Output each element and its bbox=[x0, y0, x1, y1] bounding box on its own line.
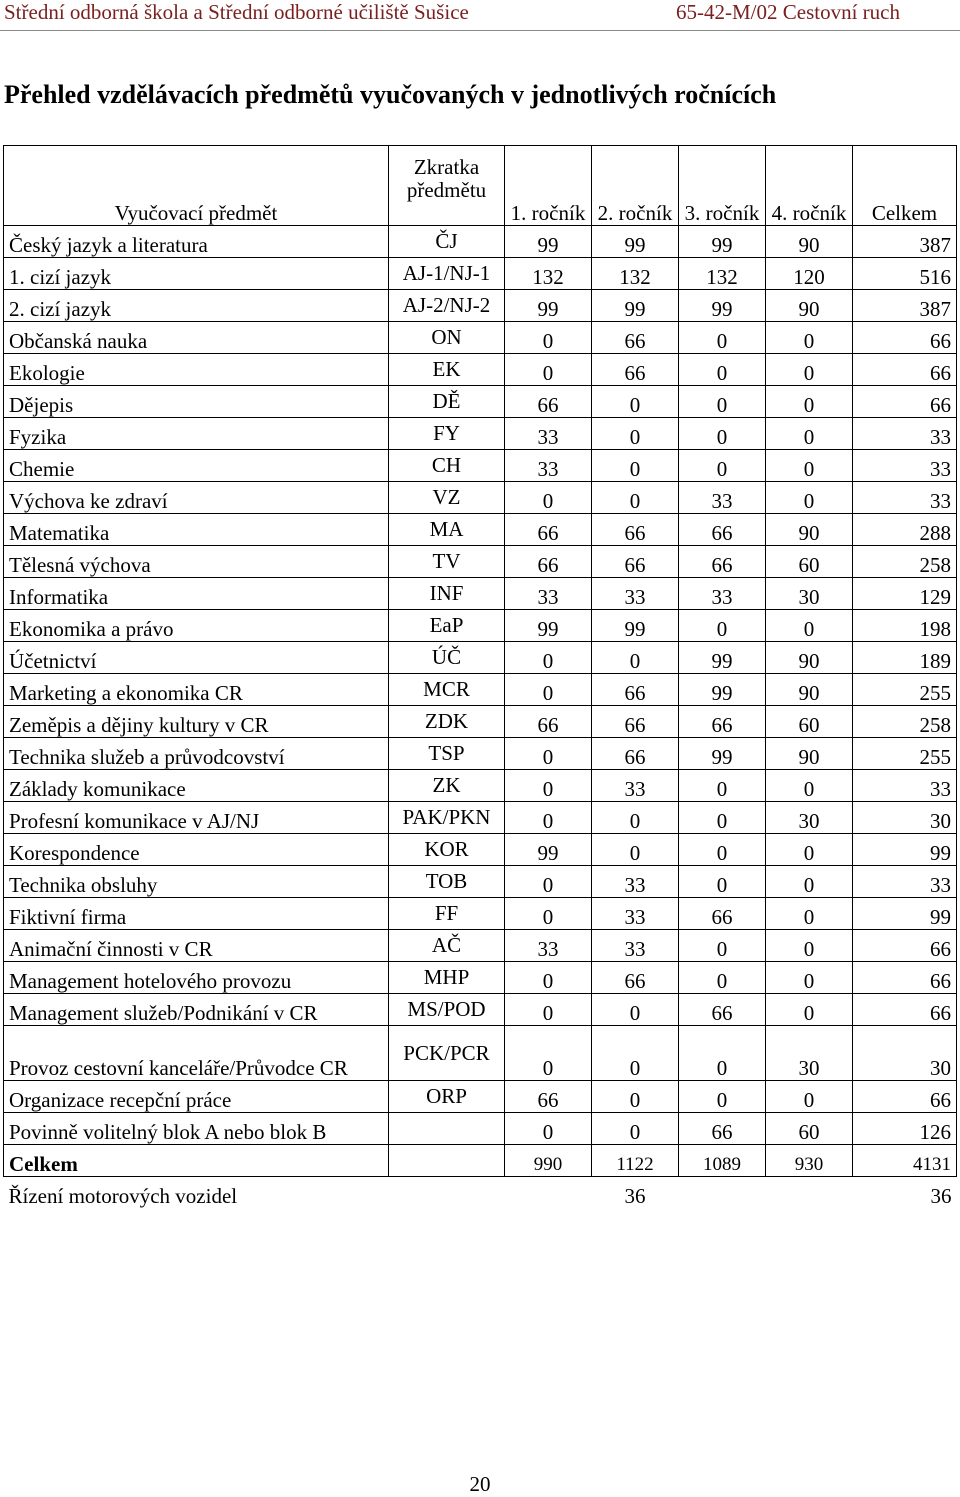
cell-subject: Technika služeb a průvodcovství bbox=[4, 738, 389, 770]
cell-year-1: 0 bbox=[505, 642, 592, 674]
cell-abbr: ZK bbox=[389, 770, 505, 802]
cell-year-1: 33 bbox=[505, 930, 592, 962]
cell-year-1: 0 bbox=[505, 482, 592, 514]
cell-year-2: 66 bbox=[592, 514, 679, 546]
cell-subject: Profesní komunikace v AJ/NJ bbox=[4, 802, 389, 834]
cell-year-1: 66 bbox=[505, 514, 592, 546]
cell-year-4: 90 bbox=[766, 290, 853, 322]
cell-year-2: 132 bbox=[592, 258, 679, 290]
cell-year-2: 66 bbox=[592, 706, 679, 738]
cell-total: 33 bbox=[853, 482, 957, 514]
cell-year-1: 99 bbox=[505, 226, 592, 258]
cell-year-1: 0 bbox=[505, 354, 592, 386]
cell-year-2: 0 bbox=[592, 386, 679, 418]
cell-year-3: 0 bbox=[679, 834, 766, 866]
cell-abbr: DĚ bbox=[389, 386, 505, 418]
cell-total: 126 bbox=[853, 1113, 957, 1145]
cell-abbr: TOB bbox=[389, 866, 505, 898]
cell-subject: Korespondence bbox=[4, 834, 389, 866]
header-year-4: 4. ročník bbox=[766, 146, 853, 226]
cell-year-3: 66 bbox=[679, 546, 766, 578]
cell-year-3: 132 bbox=[679, 258, 766, 290]
cell-year-3: 99 bbox=[679, 674, 766, 706]
cell-abbr: ORP bbox=[389, 1081, 505, 1113]
cell-year-1: 0 bbox=[505, 962, 592, 994]
cell-year-4: 120 bbox=[766, 258, 853, 290]
cell-year-3: 0 bbox=[679, 354, 766, 386]
cell-subject: Český jazyk a literatura bbox=[4, 226, 389, 258]
table-row bbox=[4, 802, 957, 834]
header-year-2: 2. ročník bbox=[592, 146, 679, 226]
cell-year-2: 33 bbox=[592, 770, 679, 802]
cell-year-3: 99 bbox=[679, 226, 766, 258]
total-label: Celkem bbox=[4, 1145, 389, 1177]
cell-year-4: 0 bbox=[766, 322, 853, 354]
cell-total: 198 bbox=[853, 610, 957, 642]
cell-year-4: 0 bbox=[766, 866, 853, 898]
header-program: 65-42-M/02 Cestovní ruch bbox=[676, 0, 900, 24]
cell-year-3: 0 bbox=[679, 770, 766, 802]
cell-abbr-empty bbox=[389, 1145, 505, 1177]
cell-year-3: 66 bbox=[679, 898, 766, 930]
table-row bbox=[4, 642, 957, 674]
table-row bbox=[4, 226, 957, 258]
cell-subject: Informatika bbox=[4, 578, 389, 610]
cell-year-3: 0 bbox=[679, 1081, 766, 1113]
cell-year-1: 66 bbox=[505, 706, 592, 738]
cell-year-3: 0 bbox=[679, 322, 766, 354]
cell-year-1: 33 bbox=[505, 578, 592, 610]
cell-year-2: 0 bbox=[592, 994, 679, 1026]
cell-year-1: 0 bbox=[505, 674, 592, 706]
cell-year-2: 0 bbox=[592, 1026, 679, 1081]
cell-abbr: ON bbox=[389, 322, 505, 354]
cell-abbr: ČJ bbox=[389, 226, 505, 258]
cell-total: 66 bbox=[853, 994, 957, 1026]
table-row bbox=[4, 386, 957, 418]
cell-subject: Organizace recepční práce bbox=[4, 1081, 389, 1113]
cell-total: 99 bbox=[853, 898, 957, 930]
cell-total: 189 bbox=[853, 642, 957, 674]
cell-year-1: 132 bbox=[505, 258, 592, 290]
cell-year-2: 0 bbox=[592, 418, 679, 450]
cell-year-1: 99 bbox=[505, 610, 592, 642]
cell-year-3: 0 bbox=[679, 1026, 766, 1081]
cell-year-3: 0 bbox=[679, 610, 766, 642]
cell-year-4: 0 bbox=[766, 482, 853, 514]
cell-total: 387 bbox=[853, 290, 957, 322]
cell-abbr: MA bbox=[389, 514, 505, 546]
extra-row bbox=[4, 1177, 957, 1209]
cell-year-4: 0 bbox=[766, 962, 853, 994]
cell-total: 258 bbox=[853, 546, 957, 578]
cell-year-1: 0 bbox=[505, 802, 592, 834]
header-year-1: 1. ročník bbox=[505, 146, 592, 226]
cell-year-4: 0 bbox=[766, 994, 853, 1026]
cell-total: 255 bbox=[853, 738, 957, 770]
cell-total: 30 bbox=[853, 1026, 957, 1081]
table-header-row bbox=[4, 146, 957, 226]
cell-year-4: 30 bbox=[766, 578, 853, 610]
total-sum: 4131 bbox=[853, 1145, 957, 1177]
table-row bbox=[4, 930, 957, 962]
cell-total: 33 bbox=[853, 418, 957, 450]
cell-year-4: 0 bbox=[766, 834, 853, 866]
total-year-2: 1122 bbox=[592, 1145, 679, 1177]
cell-year-4: 0 bbox=[766, 1081, 853, 1113]
cell-subject: Výchova ke zdraví bbox=[4, 482, 389, 514]
cell-year-1: 66 bbox=[505, 1081, 592, 1113]
cell-year-4: 90 bbox=[766, 642, 853, 674]
cell-subject: Matematika bbox=[4, 514, 389, 546]
cell-total: 30 bbox=[853, 802, 957, 834]
cell-year-2: 66 bbox=[592, 354, 679, 386]
cell-abbr bbox=[389, 1113, 505, 1145]
cell-year-4: 90 bbox=[766, 674, 853, 706]
cell-total: 66 bbox=[853, 930, 957, 962]
cell-subject: Ekologie bbox=[4, 354, 389, 386]
cell-year-1: 33 bbox=[505, 450, 592, 482]
cell-subject: Management hotelového provozu bbox=[4, 962, 389, 994]
cell-total: 99 bbox=[853, 834, 957, 866]
cell-year-2: 66 bbox=[592, 322, 679, 354]
table-row bbox=[4, 1113, 957, 1145]
cell-year-4: 0 bbox=[766, 418, 853, 450]
cell-year-4: 90 bbox=[766, 514, 853, 546]
table-row bbox=[4, 290, 957, 322]
cell-year-3: 99 bbox=[679, 642, 766, 674]
cell-year-3: 66 bbox=[679, 1113, 766, 1145]
table-row bbox=[4, 578, 957, 610]
table-row bbox=[4, 770, 957, 802]
cell-subject: Základy komunikace bbox=[4, 770, 389, 802]
cell-abbr: FY bbox=[389, 418, 505, 450]
table-row bbox=[4, 514, 957, 546]
table-row bbox=[4, 610, 957, 642]
cell-year-4: 0 bbox=[766, 354, 853, 386]
cell-year-1: 0 bbox=[505, 866, 592, 898]
cell-year-3: 0 bbox=[679, 418, 766, 450]
header-year-3: 3. ročník bbox=[679, 146, 766, 226]
cell-year-4: 0 bbox=[766, 930, 853, 962]
cell-subject: 1. cizí jazyk bbox=[4, 258, 389, 290]
cell-year-2: 99 bbox=[592, 226, 679, 258]
cell-year-4: 0 bbox=[766, 770, 853, 802]
cell-year-4: 0 bbox=[766, 450, 853, 482]
table-row bbox=[4, 962, 957, 994]
cell-year-2: 66 bbox=[592, 546, 679, 578]
cell-year-3: 33 bbox=[679, 482, 766, 514]
cell-abbr: ZDK bbox=[389, 706, 505, 738]
cell-year-3: 0 bbox=[679, 450, 766, 482]
cell-year-3: 66 bbox=[679, 994, 766, 1026]
cell-abbr: TV bbox=[389, 546, 505, 578]
cell-year-3: 99 bbox=[679, 738, 766, 770]
cell-total: 33 bbox=[853, 866, 957, 898]
cell-total: 129 bbox=[853, 578, 957, 610]
cell-subject: Fyzika bbox=[4, 418, 389, 450]
cell-total: 66 bbox=[853, 962, 957, 994]
cell-year-2: 66 bbox=[592, 962, 679, 994]
cell-year-2: 0 bbox=[592, 1081, 679, 1113]
cell-year-2: 33 bbox=[592, 866, 679, 898]
cell-abbr: MHP bbox=[389, 962, 505, 994]
extra-blank bbox=[766, 1177, 853, 1209]
cell-year-1: 0 bbox=[505, 770, 592, 802]
cell-year-4: 30 bbox=[766, 1026, 853, 1081]
cell-abbr: PCK/PCR bbox=[389, 1026, 505, 1081]
table-row bbox=[4, 1026, 957, 1081]
cell-abbr: MS/POD bbox=[389, 994, 505, 1026]
cell-year-2: 0 bbox=[592, 450, 679, 482]
cell-year-3: 0 bbox=[679, 930, 766, 962]
cell-abbr: PAK/PKN bbox=[389, 802, 505, 834]
cell-abbr: INF bbox=[389, 578, 505, 610]
total-row bbox=[4, 1145, 957, 1177]
extra-total: 36 bbox=[930, 1184, 952, 1208]
cell-total: 387 bbox=[853, 226, 957, 258]
cell-year-3: 0 bbox=[679, 386, 766, 418]
total-year-3: 1089 bbox=[679, 1145, 766, 1177]
table-row bbox=[4, 674, 957, 706]
cell-year-4: 60 bbox=[766, 1113, 853, 1145]
table-row bbox=[4, 738, 957, 770]
table-row bbox=[4, 898, 957, 930]
table-row bbox=[4, 834, 957, 866]
cell-subject: Ekonomika a právo bbox=[4, 610, 389, 642]
cell-year-1: 0 bbox=[505, 1026, 592, 1081]
cell-year-1: 0 bbox=[505, 1113, 592, 1145]
cell-abbr: KOR bbox=[389, 834, 505, 866]
cell-year-2: 99 bbox=[592, 290, 679, 322]
cell-year-2: 66 bbox=[592, 738, 679, 770]
cell-total: 33 bbox=[853, 450, 957, 482]
cell-abbr: CH bbox=[389, 450, 505, 482]
cell-year-3: 99 bbox=[679, 290, 766, 322]
table-row bbox=[4, 546, 957, 578]
cell-abbr: AČ bbox=[389, 930, 505, 962]
cell-year-2: 33 bbox=[592, 898, 679, 930]
cell-year-1: 0 bbox=[505, 994, 592, 1026]
cell-year-4: 0 bbox=[766, 386, 853, 418]
cell-year-1: 99 bbox=[505, 290, 592, 322]
cell-year-1: 0 bbox=[505, 738, 592, 770]
total-year-1: 990 bbox=[505, 1145, 592, 1177]
cell-abbr: AJ-2/NJ-2 bbox=[389, 290, 505, 322]
extra-blank bbox=[389, 1177, 505, 1209]
cell-year-4: 30 bbox=[766, 802, 853, 834]
cell-abbr: ÚČ bbox=[389, 642, 505, 674]
cell-abbr: EK bbox=[389, 354, 505, 386]
cell-year-2: 0 bbox=[592, 482, 679, 514]
cell-year-3: 33 bbox=[679, 578, 766, 610]
header-total: Celkem bbox=[853, 146, 957, 226]
cell-year-3: 66 bbox=[679, 706, 766, 738]
cell-year-4: 90 bbox=[766, 226, 853, 258]
cell-abbr: VZ bbox=[389, 482, 505, 514]
cell-year-4: 60 bbox=[766, 546, 853, 578]
cell-year-4: 0 bbox=[766, 898, 853, 930]
cell-year-3: 0 bbox=[679, 962, 766, 994]
cell-subject: Dějepis bbox=[4, 386, 389, 418]
table-row bbox=[4, 1081, 957, 1113]
cell-year-4: 60 bbox=[766, 706, 853, 738]
table-row bbox=[4, 482, 957, 514]
cell-total: 66 bbox=[853, 322, 957, 354]
extra-value: 36 bbox=[624, 1184, 646, 1208]
cell-total: 66 bbox=[853, 386, 957, 418]
cell-year-2: 33 bbox=[592, 578, 679, 610]
cell-abbr: MCR bbox=[389, 674, 505, 706]
cell-total: 66 bbox=[853, 354, 957, 386]
cell-total: 33 bbox=[853, 770, 957, 802]
extra-blank bbox=[505, 1177, 592, 1209]
cell-subject: Občanská nauka bbox=[4, 322, 389, 354]
cell-total: 288 bbox=[853, 514, 957, 546]
cell-subject: Chemie bbox=[4, 450, 389, 482]
table-row bbox=[4, 706, 957, 738]
cell-abbr: EaP bbox=[389, 610, 505, 642]
cell-subject: Zeměpis a dějiny kultury v CR bbox=[4, 706, 389, 738]
cell-year-4: 90 bbox=[766, 738, 853, 770]
cell-subject: Tělesná výchova bbox=[4, 546, 389, 578]
header-divider bbox=[0, 30, 960, 31]
cell-abbr: AJ-1/NJ-1 bbox=[389, 258, 505, 290]
table-row bbox=[4, 450, 957, 482]
table-row bbox=[4, 866, 957, 898]
table-row bbox=[4, 994, 957, 1026]
cell-year-1: 66 bbox=[505, 546, 592, 578]
table-row bbox=[4, 258, 957, 290]
cell-year-1: 99 bbox=[505, 834, 592, 866]
cell-subject: Provoz cestovní kanceláře/Průvodce CR bbox=[4, 1026, 389, 1081]
cell-subject: Technika obsluhy bbox=[4, 866, 389, 898]
cell-year-3: 0 bbox=[679, 866, 766, 898]
table-row bbox=[4, 354, 957, 386]
cell-year-2: 66 bbox=[592, 674, 679, 706]
cell-year-1: 0 bbox=[505, 898, 592, 930]
cell-total: 66 bbox=[853, 1081, 957, 1113]
cell-total: 255 bbox=[853, 674, 957, 706]
page-title: Přehled vzdělávacích předmětů vyučovaných v jednotlivých ročnících bbox=[4, 80, 777, 109]
extra-subject: Řízení motorových vozidel bbox=[8, 1184, 238, 1208]
page-number: 20 bbox=[469, 1472, 491, 1496]
cell-year-2: 99 bbox=[592, 610, 679, 642]
extra-blank bbox=[679, 1177, 766, 1209]
cell-year-2: 0 bbox=[592, 802, 679, 834]
header-abbr: Zkratka předmětu bbox=[389, 146, 505, 226]
cell-year-1: 66 bbox=[505, 386, 592, 418]
cell-subject: 2. cizí jazyk bbox=[4, 290, 389, 322]
cell-year-1: 33 bbox=[505, 418, 592, 450]
cell-subject: Management služeb/Podnikání v CR bbox=[4, 994, 389, 1026]
header-subject: Vyučovací předmět bbox=[4, 146, 389, 226]
cell-year-4: 0 bbox=[766, 610, 853, 642]
cell-total: 516 bbox=[853, 258, 957, 290]
header-school: Střední odborná škola a Střední odborné učiliště Sušice bbox=[4, 0, 469, 24]
cell-subject: Fiktivní firma bbox=[4, 898, 389, 930]
cell-year-1: 0 bbox=[505, 322, 592, 354]
table-row bbox=[4, 322, 957, 354]
cell-subject: Účetnictví bbox=[4, 642, 389, 674]
cell-subject: Povinně volitelný blok A nebo blok B bbox=[4, 1113, 389, 1145]
cell-year-2: 0 bbox=[592, 642, 679, 674]
cell-year-2: 33 bbox=[592, 930, 679, 962]
cell-abbr: TSP bbox=[389, 738, 505, 770]
cell-abbr: FF bbox=[389, 898, 505, 930]
subjects-table bbox=[3, 145, 957, 1208]
total-year-4: 930 bbox=[766, 1145, 853, 1177]
cell-subject: Animační činnosti v CR bbox=[4, 930, 389, 962]
cell-year-3: 0 bbox=[679, 802, 766, 834]
cell-year-2: 0 bbox=[592, 834, 679, 866]
table-row bbox=[4, 418, 957, 450]
cell-year-3: 66 bbox=[679, 514, 766, 546]
cell-year-2: 0 bbox=[592, 1113, 679, 1145]
cell-subject: Marketing a ekonomika CR bbox=[4, 674, 389, 706]
cell-total: 258 bbox=[853, 706, 957, 738]
